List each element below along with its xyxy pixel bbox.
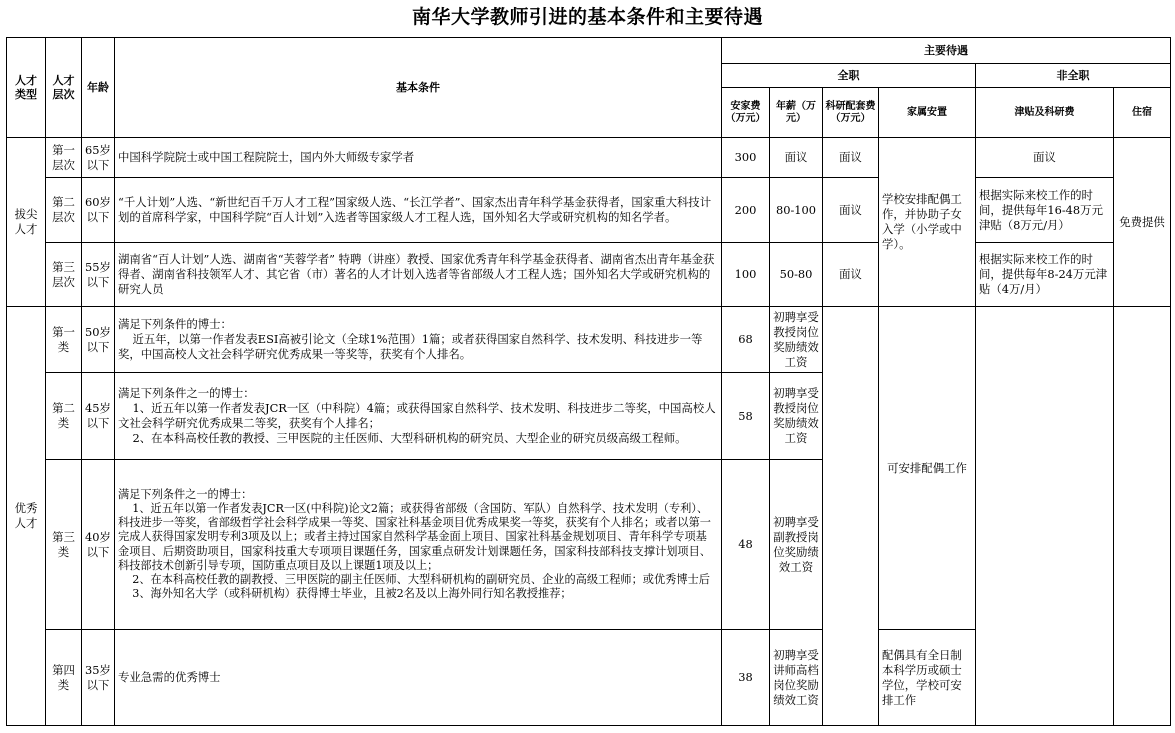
family-fourth: 配偶具有全日制本科学历或硕士学位，学校可安排工作 [879, 630, 976, 726]
row-settle-fee: 38 [722, 630, 770, 726]
header-basic-conditions: 基本条件 [115, 38, 722, 138]
table-row [7, 307, 1171, 373]
header-research-fund: 科研配套费（万元） [823, 88, 879, 138]
header-age: 年龄 [82, 38, 115, 138]
row-conditions: 满足下列条件之一的博士： 1、近五年以第一作者发表JCR一区（中科院）4篇；或获得国家自然科学、技术发明、科技进步二等奖，中国高校人文社会科学研究优秀成果二等奖，获奖有个人排名； 2、在本科高校任教的教授、三甲医院的主任医师、大型科研机构的研究员、大型企业的研究员级高级工程师。 [115, 373, 722, 460]
row-salary: 初聘享受教授岗位奖励绩效工资 [770, 307, 823, 373]
row-conditions: 满足下列条件的博士： 近五年，以第一作者发表ESI高被引论文（全球1%范围）1篇；或者获得国家自然科学、技术发明、科技进步一等奖，中国高校人文社会科学研究优秀成果一等奖等，获奖有个人排名。 [115, 307, 722, 373]
row-conditions: 满足下列条件之一的博士： 1、近五年以第一作者发表JCR一区(中科院)论文2篇；或获得省部级（含国防、军队）自然科学、技术发明（专利）、科技进步一等奖，省部级哲学社会科学成果一等奖、国家社科基金项目优秀成果奖一等奖，获奖有个人排名；或者以第一完成人获得国家发明专利3项及以上；或者主持过国家自然科学基金面上项目、国家社科基金规划项目、青年科学专项基金项目、后期资助项目，国家科技重大专项项目课题任务，国家重点研发计划课题任务，国家科技部科技支撑计划项目、科技部技术创新引导专项，国防重点项目及以上课题1项及以上； 2、在本科高校任教的副教授、三甲医院的副主任医师、大型科研机构的副研究员、企业的高级工程师；或优秀博士后 3、海外知名大学（或科研机构）获得博士毕业，且被2名及以上海外同行知名教授推荐； [115, 460, 722, 630]
benefits-table [6, 37, 1171, 726]
row-settle-fee: 48 [722, 460, 770, 630]
table-row [7, 178, 1171, 243]
row-age: 45岁以下 [82, 373, 115, 460]
header-talent-type: 人才类型 [7, 38, 46, 138]
row-allowance: 面议 [976, 138, 1114, 178]
row-settle-fee: 200 [722, 178, 770, 243]
row-allowance: 根据实际来校工作的时间，提供每年16-48万元津贴（8万元/月） [976, 178, 1114, 243]
row-age: 50岁以下 [82, 307, 115, 373]
row-salary: 初聘享受教授岗位奖励绩效工资 [770, 373, 823, 460]
row-settle-fee: 68 [722, 307, 770, 373]
row-level: 第一层次 [46, 138, 82, 178]
row-settle-fee: 58 [722, 373, 770, 460]
row-salary: 初聘享受副教授岗位奖励绩效工资 [770, 460, 823, 630]
header-housing: 住宿 [1114, 88, 1171, 138]
row-age: 55岁以下 [82, 243, 115, 307]
row-settle-fee: 300 [722, 138, 770, 178]
row-settle-fee: 100 [722, 243, 770, 307]
row-age: 65岁以下 [82, 138, 115, 178]
row-salary: 初聘享受讲师高档岗位奖励绩效工资 [770, 630, 823, 726]
row-level: 第三类 [46, 460, 82, 630]
table-row [7, 243, 1171, 307]
row-age: 35岁以下 [82, 630, 115, 726]
table-row [7, 138, 1171, 178]
header-allowance-research: 津贴及科研费 [976, 88, 1114, 138]
header-family-settle: 家属安置 [879, 88, 976, 138]
row-age: 40岁以下 [82, 460, 115, 630]
row-salary: 面议 [770, 138, 823, 178]
housing-empty [1114, 307, 1171, 726]
row-level: 第二类 [46, 373, 82, 460]
header-full-time: 全职 [722, 64, 976, 88]
row-level: 第一类 [46, 307, 82, 373]
family-top: 学校安排配偶工作，并协助子女入学（小学或中学）。 [879, 138, 976, 307]
row-level: 第四类 [46, 630, 82, 726]
row-research-fund: 面议 [823, 243, 879, 307]
header-settle-fee: 安家费（万元） [722, 88, 770, 138]
row-research-fund: 面议 [823, 138, 879, 178]
row-salary: 80-100 [770, 178, 823, 243]
row-conditions: 湖南省“百人计划”人选、湖南省“芙蓉学者” 特聘（讲座）教授、国家优秀青年科学基金获得者、湖南省杰出青年基金获得者、湖南省科技领军人才、其它省（市）著名的人才计划入选者等省部级人才工程人选；国外知名大学或研究机构的研究人员 [115, 243, 722, 307]
row-level: 第二层次 [46, 178, 82, 243]
row-allowance: 根据实际来校工作的时间，提供每年8-24万元津贴（4万/月） [976, 243, 1114, 307]
allowance-empty [976, 307, 1114, 726]
row-level: 第三层次 [46, 243, 82, 307]
header-annual-salary: 年薪（万元） [770, 88, 823, 138]
family-excellent: 可安排配偶工作 [879, 307, 976, 630]
header-talent-level: 人才层次 [46, 38, 82, 138]
row-salary: 50-80 [770, 243, 823, 307]
row-age: 60岁以下 [82, 178, 115, 243]
header-part-time: 非全职 [976, 64, 1171, 88]
row-conditions: 专业急需的优秀博士 [115, 630, 722, 726]
page-title: 南华大学教师引进的基本条件和主要待遇 [411, 6, 763, 28]
research-fund-empty [823, 307, 879, 726]
group-top-talent: 拔尖人才 [7, 138, 46, 307]
row-conditions: 中国科学院院士或中国工程院院士，国内外大师级专家学者 [115, 138, 722, 178]
housing-top: 免费提供 [1114, 138, 1171, 307]
row-research-fund: 面议 [823, 178, 879, 243]
row-conditions: “千人计划”人选、“新世纪百千万人才工程”国家级人选、“长江学者”、国家杰出青年科学基金获得者，国家重大科技计划的首席科学家，中国科学院“百人计划”入选者等国家级人才工程人选，国外知名大学或研究机构的知名学者。 [115, 178, 722, 243]
header-main-benefits: 主要待遇 [722, 38, 1171, 64]
group-excellent-talent: 优秀人才 [7, 307, 46, 726]
